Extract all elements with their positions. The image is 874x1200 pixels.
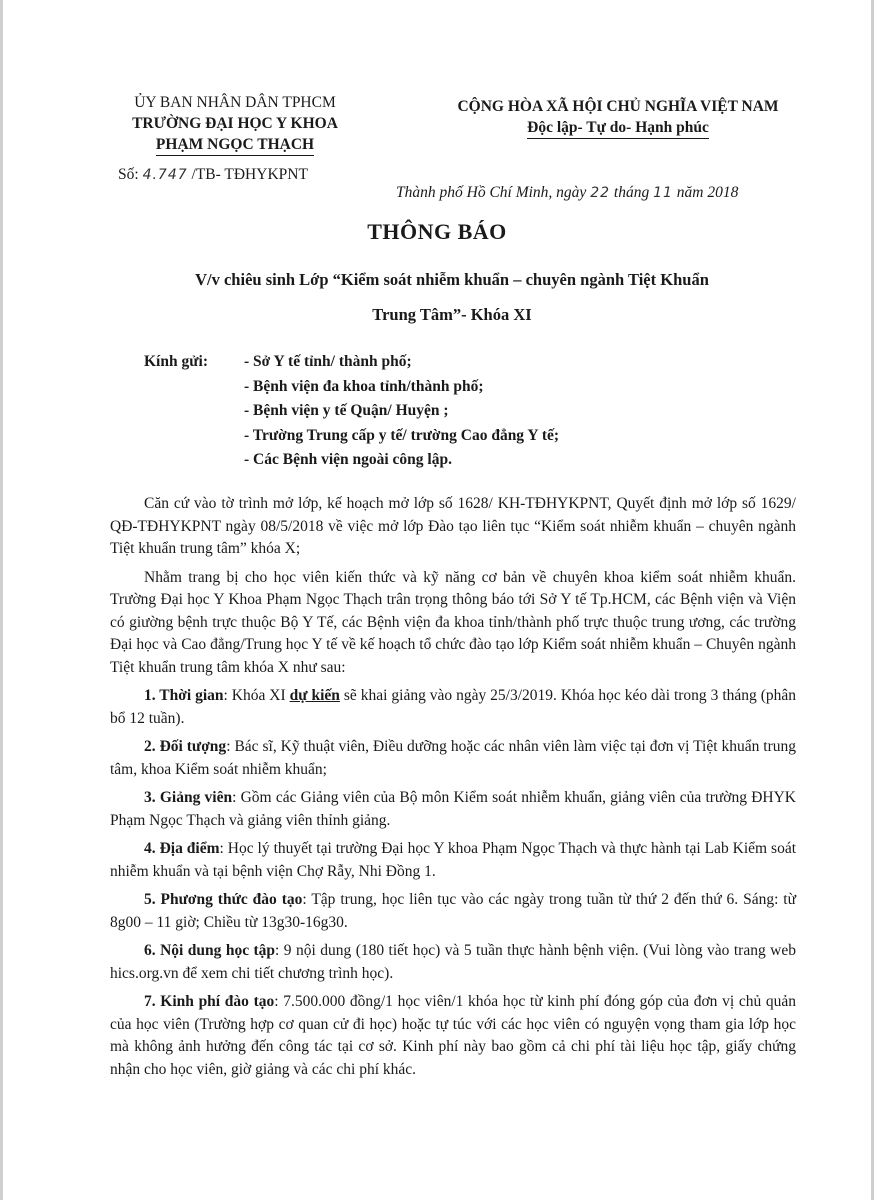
date-year: năm 2018: [676, 184, 739, 201]
recipient-item: - Trường Trung cấp y tế/ trường Cao đẳng Y tế;: [244, 426, 560, 444]
section-text: : 9 nội dung (180 tiết học) và 5 tuần thực hành bệnh viện. (Vui lòng vào trang web hics.org.vn để xem chi tiết chương trình học).: [110, 942, 796, 982]
org-line-2: TRƯỜNG ĐẠI HỌC Y KHOA: [132, 115, 338, 132]
section-text: : 7.500.000 đồng/1 học viên/1 khóa học từ kinh phí đóng góp của đơn vị chủ quản của học viên (Trường hợp cơ quan cử đi học) hoặc tự túc với các học viên có nguyện vọng tham gia lớp học mà không ảnh hưởng đến công tác tại cơ sở. Kinh phí này bao gồm cả chi phí tài liệu học tập, giấy chứng nhận cho học viên, giờ giảng và các chi phí khác.: [110, 993, 796, 1078]
recipient-item: - Các Bệnh viện ngoài công lập.: [244, 451, 452, 468]
document-title: THÔNG BÁO: [367, 219, 507, 244]
section-text: : Tập trung, học liên tục vào các ngày trong tuần từ thứ 2 đến thứ 6. Sáng: từ 8g00 – 11 giờ; Chiều từ 13g30-16g30.: [110, 891, 797, 931]
body-paragraph-basis: Căn cứ vào tờ trình mở lớp, kế hoạch mở lớp số 1628/ KH-TĐHYKPNT, Quyết định mở lớp số 1629/ QĐ-TĐHYKPNT ngày 08/5/2018 về việc mở lớp Đào tạo liên tục “Kiểm soát nhiễm khuẩn – chuyên ngành Tiệt khuẩn trung tâm” khóa X;: [110, 495, 796, 557]
body-paragraph-purpose: Nhằm trang bị cho học viên kiến thức và kỹ năng cơ bản về chuyên khoa kiểm soát nhiễm khuẩn. Trường Đại học Y Khoa Phạm Ngọc Thạch trân trọng thông báo tới Sở Y tế Tp.HCM, các Bệnh viện và Viện có giường bệnh trực thuộc Bộ Y Tế, các Bệnh viện đa khoa tỉnh/thành phố trực thuộc trung ương, các trường Đại học và Cao đẳng/Trung học Y tế về kế hoạch tổ chức đào tạo lớp Kiểm soát nhiễm khuẩn – Chuyên ngành Tiệt khuẩn trung tâm khóa X như sau:: [110, 568, 796, 676]
section-training-mode: [110, 889, 796, 934]
section-text: : Khóa XI: [223, 687, 290, 704]
org-line-1: ỦY BAN NHÂN DÂN TPHCM: [134, 94, 336, 111]
date-month-handwritten: 11: [653, 185, 673, 201]
section-text: : Học lý thuyết tại trường Đại học Y khoa Phạm Ngọc Thạch và thực hành tại Lab Kiểm soát nhiễm khuẩn và tại bệnh viện Chợ Rẫy, Nhi Đồng 1.: [110, 840, 797, 880]
section-text: : Bác sĩ, Kỹ thuật viên, Điều dưỡng hoặc các nhân viên làm việc tại đơn vị Tiệt khuẩn trung tâm, khoa Kiểm soát nhiễm khuẩn;: [110, 738, 796, 778]
recipient-item: - Bệnh viện y tế Quận/ Huyện ;: [244, 402, 449, 419]
section-fees: [110, 991, 796, 1081]
section-lecturers: [110, 787, 796, 832]
document-body: [110, 493, 796, 1087]
document-number: [118, 166, 308, 184]
doc-number-prefix: Số:: [118, 166, 139, 183]
date-month-label: tháng: [613, 184, 650, 201]
section-heading: 2. Đối tượng: [144, 738, 227, 755]
recipients-label: Kính gửi:: [144, 353, 208, 370]
recipient-item: - Bệnh viện đa khoa tỉnh/thành phố;: [244, 377, 484, 395]
issue-date: [396, 184, 738, 202]
recipients-list: [244, 350, 764, 473]
date-prefix: Thành phố Hồ Chí Minh, ngày: [396, 184, 587, 201]
national-header: [418, 96, 818, 139]
org-line-3: PHẠM NGỌC THẠCH: [156, 134, 314, 156]
national-motto: Độc lập- Tự do- Hạnh phúc: [527, 117, 709, 139]
section-text: : Gồm các Giảng viên của Bộ môn Kiểm soát nhiễm khuẩn, giảng viên của trường ĐHYK Phạm Ngọc Thạch và giảng viên thỉnh giảng.: [110, 789, 796, 829]
section-heading: 3. Giảng viên: [144, 789, 233, 806]
section-text: sẽ khai giảng vào ngày 25/3/2019. Khóa học kéo dài trong 3 tháng (phân bổ 12 tuần).: [110, 687, 796, 727]
subject-line-2: Trung Tâm”- Khóa XI: [372, 305, 532, 324]
issuing-organization: [100, 92, 370, 156]
section-time: [110, 685, 796, 730]
doc-number-suffix: /TB- TĐHYKPNT: [191, 166, 308, 183]
date-day-handwritten: 22: [590, 185, 611, 201]
section-content: [110, 940, 796, 985]
subject-line-1: V/v chiêu sinh Lớp “Kiểm soát nhiễm khuẩn – chuyên ngành Tiệt Khuẩn: [195, 270, 709, 289]
section-location: [110, 838, 796, 883]
document-subject: [110, 262, 794, 332]
section-heading: 7. Kinh phí đào tạo: [144, 993, 275, 1010]
nation-name: CỘNG HÒA XÃ HỘI CHỦ NGHĨA VIỆT NAM: [457, 98, 779, 115]
section-heading: 5. Phương thức đào tạo: [144, 891, 303, 908]
recipient-item: - Sở Y tế tỉnh/ thành phố;: [244, 353, 412, 370]
section-heading: 6. Nội dung học tập: [144, 942, 276, 959]
scan-left-edge: [0, 0, 3, 1200]
section-audience: [110, 736, 796, 781]
section-heading: 1. Thời gian: [144, 687, 224, 704]
doc-number-handwritten: 4.747: [142, 167, 188, 183]
section-emphasis: dự kiến: [289, 687, 340, 704]
section-heading: 4. Địa điểm: [144, 840, 220, 857]
